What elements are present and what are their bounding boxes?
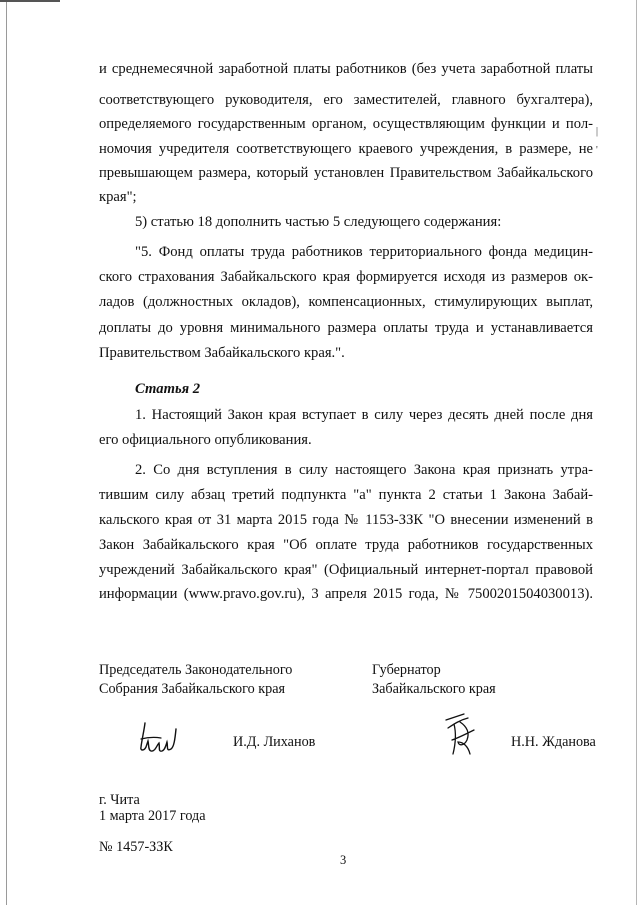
- article-line: тившим силу абзац третий подпункта "а" пункта 2 статьи 1 Закона Забай-: [99, 487, 593, 503]
- body-line: "5. Фонд оплаты труда работников территориального фонда медицин-: [135, 244, 593, 260]
- body-line: номочия учредителя соответствующего краевого учреждения, в размере, не: [99, 141, 593, 157]
- chairman-signature: [135, 715, 185, 759]
- body-line: соответствующего руководителя, его заместителей, главного бухгалтера),: [99, 92, 593, 108]
- scan-edge-right: [636, 0, 637, 905]
- article-line: 1. Настоящий Закон края вступает в силу через десять дней после дня: [135, 407, 593, 423]
- article-line: его официального опубликования.: [99, 432, 312, 448]
- chairman-title-line-1: Председатель Законодательного: [99, 662, 293, 678]
- body-line: ского страхования Забайкальского края формируется исходя из размеров ок-: [99, 269, 593, 285]
- body-line: и среднемесячной заработной платы работников (без учета заработной платы: [99, 61, 593, 77]
- article-line: 2. Со дня вступления в силу настоящего Закона края признать утра-: [135, 462, 593, 478]
- date: 1 марта 2017 года: [99, 808, 206, 824]
- chairman-name: И.Д. Лиханов: [233, 734, 316, 750]
- scan-edge-top: [0, 0, 60, 2]
- chairman-title-line-2: Собрания Забайкальского края: [99, 681, 286, 697]
- article-line: учреждений Забайкальского края" (Официальный интернет-портал правовой: [99, 562, 593, 578]
- body-line: превышающем размера, который установлен Правительством Забайкальского: [99, 165, 593, 181]
- body-line: определяемого государственным органом, осуществляющим функции и пол-: [99, 116, 593, 132]
- law-number: № 1457-ЗЗК: [99, 839, 173, 855]
- margin-mark: |: [596, 126, 599, 137]
- body-line: Правительством Забайкальского края.".: [99, 345, 345, 361]
- governor-name: Н.Н. Жданова: [511, 734, 596, 750]
- article-heading: Статья 2: [135, 381, 201, 397]
- governor-title-line-1: Губернатор: [372, 662, 441, 678]
- body-line: 5) статью 18 дополнить частью 5 следующего содержания:: [135, 214, 502, 230]
- scan-edge-left: [6, 0, 7, 905]
- body-line: ладов (должностных окладов), компенсационных, стимулирующих выплат,: [99, 294, 593, 310]
- article-line: Закон Забайкальского края "Об оплате труда работников государственных: [99, 537, 593, 553]
- page-number: 3: [340, 853, 347, 867]
- article-line: информации (www.pravo.gov.ru), 3 апреля 2015 года, № 7500201504030013).: [99, 586, 593, 602]
- governor-signature: [440, 710, 484, 764]
- place: г. Чита: [99, 792, 140, 808]
- governor-title-line-2: Забайкальского края: [372, 681, 496, 697]
- body-line: края";: [99, 189, 137, 205]
- article-line: кальского края от 31 марта 2015 года № 1153-ЗЗК "О внесении изменений в: [99, 512, 593, 528]
- body-line: доплаты до уровня минимального размера оплаты труда и устанавливается: [99, 320, 593, 336]
- margin-mark: ': [596, 145, 598, 156]
